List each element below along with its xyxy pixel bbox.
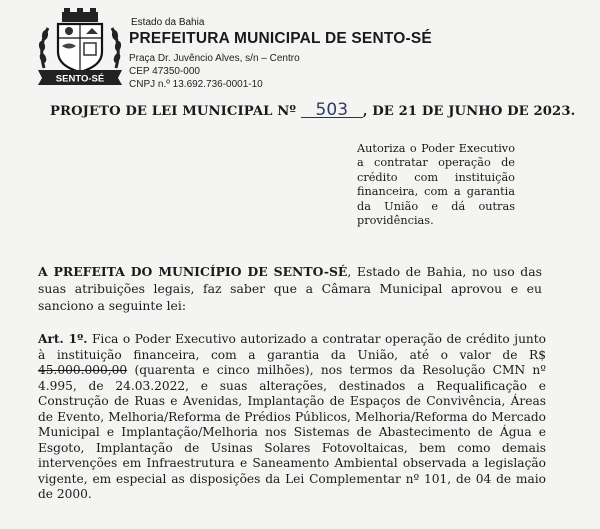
handwritten-law-number: 503 bbox=[301, 103, 363, 118]
address: Praça Dr. Juvêncio Alves, s/n – Centro bbox=[129, 53, 300, 64]
state-name: Estado da Bahia bbox=[131, 17, 205, 28]
crest-ribbon-text: SENTO-SÉ bbox=[55, 73, 105, 85]
title-prefix: PROJETO DE LEI MUNICIPAL Nº bbox=[50, 104, 297, 119]
postal-code: CEP 47350-000 bbox=[129, 66, 200, 77]
article-1-text-a: Fica o Poder Executivo autorizado a contratar operação de crédito junto à instituição financeira, com a garantia da União, até o valor de R$ bbox=[38, 332, 546, 362]
article-1-text-b: (quarenta e cinco milhões), nos termos da Resolução CMN nº 4.995, de 24.03.2022, e suas alterações, destinados a Requalificação e Construção de Ruas e Avenidas, Implantação de Espaços de Convivência, Áreas de Evento, Melhoria/Reforma de Prédios Públicos, Melhoria/Reforma do Mercado Municipal e Implantação/Melhoria nos Sistemas de Abastecimento de Água e Esgoto, Implantação de Usinas Solares Fotovoltaicas, bem como demais intervenções em Infraestrutura e Saneamento Ambiental observada a legislação vigente, em especial as disposições da Lei Complementar nº 101, de 04 de maio de 2000. bbox=[38, 363, 546, 501]
cnpj: CNPJ n.º 13.692.736-0001-10 bbox=[129, 79, 263, 90]
article-1-amount: 45.000.000,00 bbox=[38, 363, 128, 377]
institution-name: PREFEITURA MUNICIPAL DE SENTO-SÉ bbox=[129, 30, 432, 47]
intro-authority: A PREFEITA DO MUNICÍPIO DE SENTO-SÉ bbox=[38, 264, 348, 279]
municipal-crest-logo bbox=[34, 6, 126, 86]
intro-paragraph bbox=[38, 263, 542, 314]
title-date: , DE 21 DE JUNHO DE 2023. bbox=[362, 104, 576, 119]
article-1-label: Art. 1º. bbox=[38, 332, 88, 346]
law-summary: Autoriza o Poder Executivo a contratar operação de crédito com instituição financeira, com a garantia da União e dá outras providências. bbox=[357, 142, 515, 228]
intro-text: , Estado de Bahia, no uso das suas atribuições legais, faz saber que a Câmara Municipal aprovou e eu sanciono a seguinte lei: bbox=[38, 264, 542, 313]
document-title bbox=[50, 100, 576, 120]
article-1 bbox=[38, 332, 546, 503]
